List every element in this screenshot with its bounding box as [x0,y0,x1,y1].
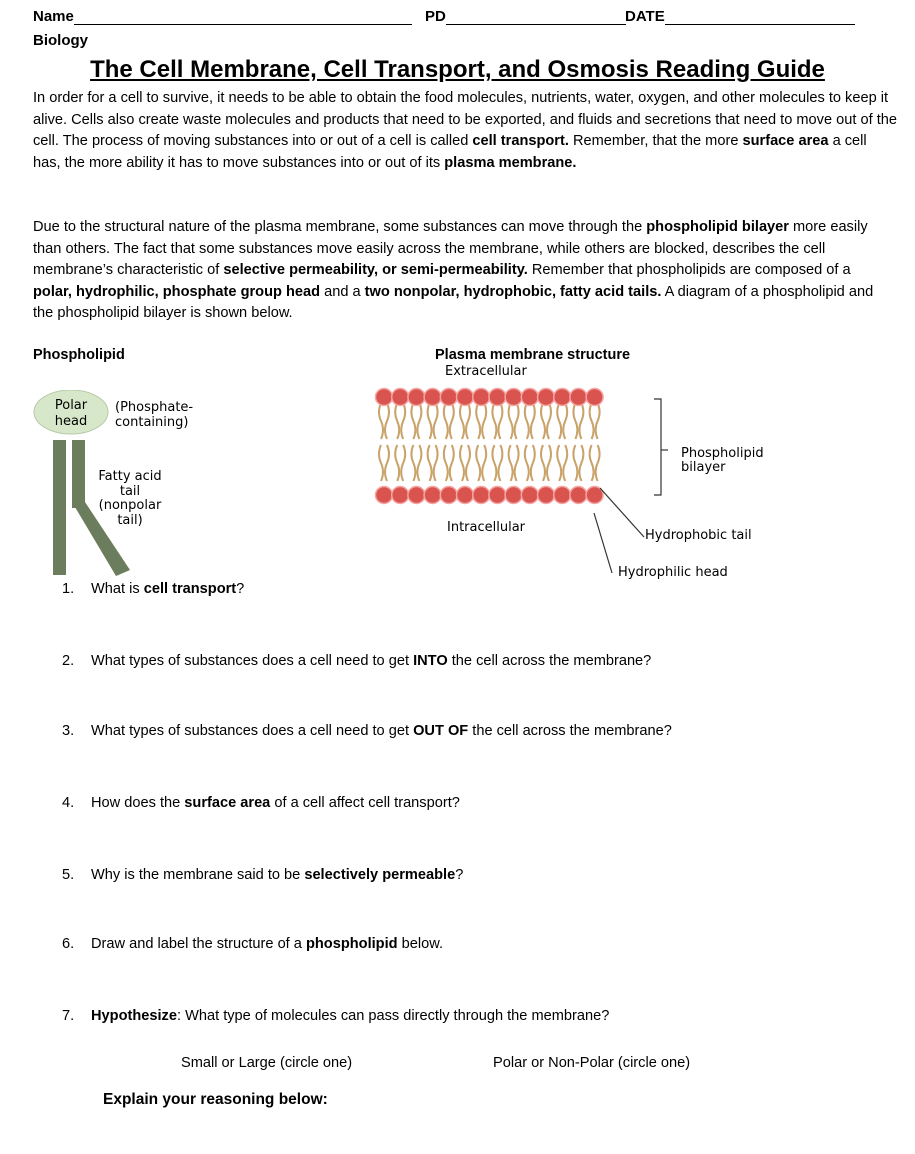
top-tail [428,403,432,439]
bottom-tail [563,445,567,481]
tail-line-4: tail) [117,512,143,528]
bottom-head [473,487,490,504]
question-2-bold: INTO [413,653,448,669]
question-2-number: 2. [62,653,75,669]
date-field[interactable] [625,8,855,25]
bottom-head [392,487,409,504]
top-head [392,389,409,406]
bottom-tail [385,445,389,481]
top-tail [563,403,567,439]
para2-bold-1: phospholipid bilayer [646,219,789,235]
top-tail [515,403,519,439]
bottom-head [457,487,474,504]
question-2-text-b: the cell across the membrane? [447,653,652,669]
bottom-head [408,487,425,504]
top-tail [579,403,583,439]
intracellular-label: Intracellular [447,520,526,535]
bottom-tail [417,445,421,481]
top-tail [395,403,399,439]
bottom-head [570,487,587,504]
bilayer-label [681,447,764,475]
question-1 [62,581,244,597]
top-head [376,389,393,406]
page-title: The Cell Membrane, Cell Transport, and Osmosis Reading Guide [90,56,825,83]
bottom-tail [547,445,551,481]
phosphate-line-2: containing) [115,415,189,430]
question-3-text-b: the cell across the membrane? [468,723,672,739]
para2-text-3: Remember that phospholipids are composed of a [527,262,851,278]
top-tail [573,403,577,439]
membrane-heading: Plasma membrane structure [435,347,631,363]
bottom-head [538,487,555,504]
top-tail [379,403,383,439]
top-head [408,389,425,406]
question-4-bold: surface area [184,795,271,811]
bottom-tail [525,445,529,481]
bottom-head [489,487,506,504]
top-tail [401,403,405,439]
bottom-tail [541,445,545,481]
question-7-bold: Hypothesize [91,1008,177,1024]
bottom-tail [466,445,470,481]
size-choice[interactable]: Small or Large (circle one) [181,1055,353,1071]
question-5-number: 5. [62,867,75,883]
top-tail [498,403,502,439]
name-field[interactable] [33,8,412,25]
bottom-tail [482,445,486,481]
bilayer-bracket [654,399,661,495]
bottom-tail [509,445,513,481]
bottom-head [521,487,538,504]
intro-paragraph [33,88,898,174]
para2-text-1: Due to the structural nature of the plasma membrane, some substances can move through the [33,219,647,235]
question-6-bold: phospholipid [305,936,398,952]
question-5-text-b: ? [455,867,464,883]
question-4 [62,795,460,811]
question-6-text-b: below. [397,936,444,952]
phospholipid-heading: Phospholipid [33,347,125,363]
bottom-head [440,487,457,504]
bilayer-line-2: bilayer [681,460,726,475]
bottom-tail [444,445,448,481]
top-tail [385,403,389,439]
top-tail [531,403,535,439]
top-head [440,389,457,406]
top-tail [482,403,486,439]
top-tail [450,403,454,439]
bottom-tail [476,445,480,481]
subject-label: Biology [33,32,88,49]
top-tail [509,403,513,439]
bilayer-pointers [590,395,710,580]
explain-heading: Explain your reasoning below: [103,1091,328,1108]
question-6-number: 6. [62,936,75,952]
question-6-text-a: Draw and label the structure of a [91,936,306,952]
question-3 [62,723,672,739]
question-1-bold: cell transport [143,581,237,597]
para1-bold-3: plasma membrane. [444,154,577,171]
para2-text-5: A diagram of a phospholipid and the phospholipid bilayer is shown below. [33,283,874,321]
para2-bold-4: two nonpolar, hydrophobic, fatty acid tails. [364,283,662,300]
para2-bold-2: selective permeability, or semi-permeability. [223,262,528,278]
bottom-tail [498,445,502,481]
hydrophobic-label: Hydrophobic tail [645,528,752,543]
top-head [570,389,587,406]
bottom-tail [492,445,496,481]
pd-label: PD [425,8,446,25]
question-4-text-a: How does the [91,795,185,811]
fatty-acid-label [90,470,170,528]
top-head [521,389,538,406]
name-label: Name [33,8,74,25]
top-tail [444,403,448,439]
question-5-bold: selectively permeable [304,867,456,883]
date-label: DATE [625,8,665,25]
bottom-tail [557,445,561,481]
question-1-number: 1. [62,581,75,597]
para2-bold-3: polar, hydrophilic, phosphate group head [33,283,321,300]
top-tail [466,403,470,439]
bottom-tail [460,445,464,481]
pd-line [446,10,626,25]
bottom-head [424,487,441,504]
top-tail [417,403,421,439]
bilayer-line-1: Phospholipid [681,446,764,461]
question-2-text-a: What types of substances does a cell need to get [91,653,414,669]
bottom-tail [515,445,519,481]
bottom-head [505,487,522,504]
bottom-tail [395,445,399,481]
bottom-tail [379,445,383,481]
para2-text-4: and a [320,283,365,300]
top-head [457,389,474,406]
top-head [505,389,522,406]
bottom-tail [450,445,454,481]
polar-head-label [40,398,102,430]
hydrophobic-pointer [600,488,644,537]
question-3-bold: OUT OF [413,723,469,739]
top-tail [547,403,551,439]
para1-text-1: In order for a cell to survive, it needs to be able to obtain the food molecules, nutrients, water, oxygen, and other molecules to keep it alive. Cells also create waste molecules and products that need to be exported, and fluids and secretions that need to move out of the cell. The process of moving substances into or out of a cell is called [33,90,897,149]
top-tail [460,403,464,439]
top-head [424,389,441,406]
question-3-text-a: What types of substances does a cell need to get [91,723,414,739]
question-7 [62,1008,609,1024]
question-4-text-b: of a cell affect cell transport? [270,795,460,811]
bottom-tail [434,445,438,481]
top-head [473,389,490,406]
question-7-text-b: : What type of molecules can pass directly through the membrane? [176,1008,610,1024]
para1-text-2: Remember, that the more [568,133,743,149]
bottom-tail [411,445,415,481]
question-2 [62,653,651,669]
date-line [665,10,855,25]
bottom-tail [401,445,405,481]
question-3-number: 3. [62,723,75,739]
question-5-text-a: Why is the membrane said to be [91,867,305,883]
top-head [538,389,555,406]
question-7-number: 7. [62,1008,75,1024]
hydrophilic-label: Hydrophilic head [618,565,728,580]
para1-bold-1: cell transport. [472,133,569,149]
tail-line-3: (nonpolar [98,498,162,513]
top-tail [557,403,561,439]
top-tail [434,403,438,439]
top-head [554,389,571,406]
hydrophilic-pointer [594,513,612,573]
name-line [74,10,412,25]
phosphate-label [115,400,193,430]
tail-line-2: tail [119,483,141,499]
pd-field[interactable] [425,8,626,25]
permeability-paragraph [33,217,883,325]
para2-text-2: more easily than others. The fact that some substances move easily across the membrane, while others are blocked, describes the cell membrane’s characteristic of [33,219,868,278]
extracellular-label: Extracellular [445,364,527,379]
bilayer-diagram [372,383,612,513]
question-1-text-b: ? [236,581,245,597]
para1-text-3: a cell has, the more ability it has to move substances into or out of its [33,133,867,171]
top-head [489,389,506,406]
bottom-tail [531,445,535,481]
top-tail [411,403,415,439]
question-4-number: 4. [62,795,75,811]
bottom-head [376,487,393,504]
question-1-text-a: What is [91,581,144,597]
top-tail [541,403,545,439]
top-tail [492,403,496,439]
tail-line-1: Fatty acid [98,469,162,484]
top-tail [525,403,529,439]
question-6 [62,936,443,952]
phosphate-line-1: (Phosphate- [115,400,194,415]
para1-bold-2: surface area [742,133,829,149]
tail-left-bar [53,440,66,575]
bottom-head [554,487,571,504]
polar-head-line-1: Polar [54,398,88,413]
bottom-tail [428,445,432,481]
polarity-choice[interactable]: Polar or Non-Polar (circle one) [493,1055,691,1071]
top-tail [476,403,480,439]
bottom-tail [579,445,583,481]
tail-right-bar [72,440,85,508]
bottom-tail [573,445,577,481]
question-5 [62,867,463,883]
polar-head-line-2: head [54,414,88,429]
